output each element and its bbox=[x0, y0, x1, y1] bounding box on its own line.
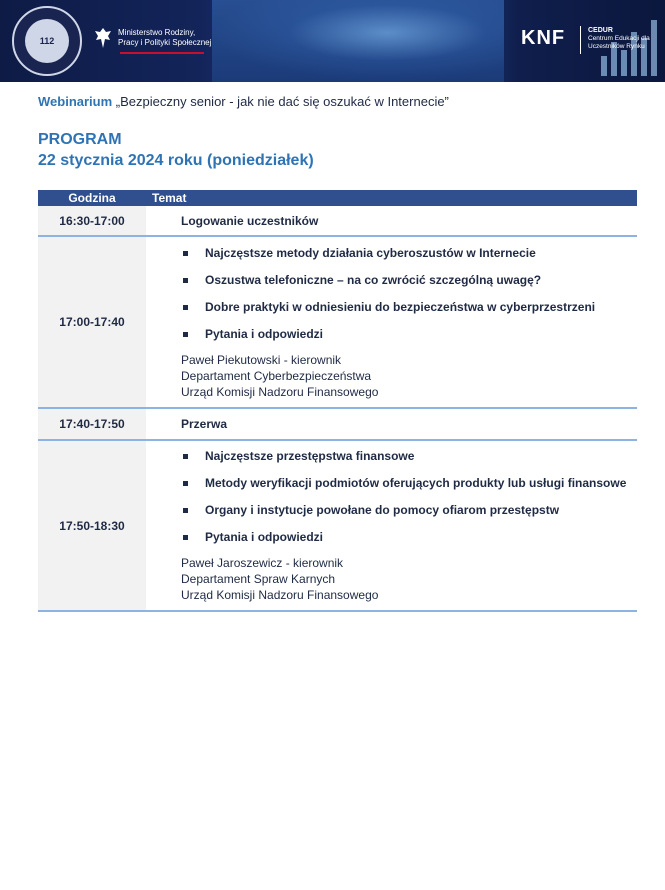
police-badge-icon: 112 bbox=[12, 6, 82, 76]
speaker-name: Paweł Piekutowski - kierownik bbox=[181, 353, 342, 367]
header-time: Godzina bbox=[38, 190, 146, 206]
topic-list bbox=[181, 246, 637, 354]
table-row bbox=[38, 408, 637, 440]
webinar-name: „Bezpieczny senior - jak nie dać się oszukać w Internecie” bbox=[115, 94, 449, 109]
list-item: Oszustwa telefoniczne – na co zwrócić szczególną uwagę? bbox=[181, 273, 637, 300]
header-banner bbox=[0, 0, 665, 82]
webinar-title bbox=[38, 94, 449, 109]
list-item: Metody weryfikacji podmiotów oferujących produkty lub usługi finansowe bbox=[181, 476, 637, 503]
ministry-underline bbox=[120, 52, 204, 54]
header-topic: Temat bbox=[146, 190, 637, 206]
list-item: Najczęstsze metody działania cyberoszustów w Internecie bbox=[181, 246, 637, 273]
ministry-logo bbox=[94, 26, 211, 50]
speaker-name: Paweł Jaroszewicz - kierownik bbox=[181, 556, 344, 570]
cedur-logo-text: CEDUR Centrum Edukacji dla Uczestników Rynku bbox=[588, 27, 650, 50]
table-row bbox=[38, 206, 637, 236]
list-item: Organy i instytucje powołane do pomocy ofiarom przestępstw bbox=[181, 503, 637, 530]
eagle-emblem-icon bbox=[94, 26, 112, 50]
webinar-lead: Webinarium bbox=[38, 94, 113, 109]
list-item: Pytania i odpowiedzi bbox=[181, 327, 637, 354]
speaker-organization: Urząd Komisji Nadzoru Finansowego bbox=[181, 588, 379, 602]
speaker-info bbox=[181, 352, 637, 407]
table-row bbox=[38, 236, 637, 408]
speaker-organization: Urząd Komisji Nadzoru Finansowego bbox=[181, 385, 379, 399]
list-item: Dobre praktyki w odniesieniu do bezpieczeństwa w cyberprzestrzeni bbox=[181, 300, 637, 327]
topic-cell: Logowanie uczestników bbox=[146, 206, 637, 236]
speaker-department: Departament Cyberbezpieczeństwa bbox=[181, 369, 372, 383]
banner-photo bbox=[212, 0, 504, 82]
table-header-row bbox=[38, 190, 637, 206]
program-date: 22 stycznia 2024 roku (poniedziałek) bbox=[38, 152, 314, 169]
agenda-table bbox=[38, 190, 637, 612]
topic-list bbox=[181, 449, 637, 557]
time-cell: 17:00-17:40 bbox=[38, 236, 146, 408]
time-cell: 17:50-18:30 bbox=[38, 440, 146, 611]
topic-cell bbox=[146, 236, 637, 408]
speaker-info bbox=[181, 555, 637, 610]
time-cell: 17:40-17:50 bbox=[38, 408, 146, 440]
time-cell: 16:30-17:00 bbox=[38, 206, 146, 236]
table-row bbox=[38, 440, 637, 611]
program-title: PROGRAM bbox=[38, 131, 122, 148]
logo-divider bbox=[580, 26, 581, 54]
ministry-name: Ministerstwo Rodziny, Pracy i Polityki Społecznej bbox=[118, 28, 212, 47]
speaker-department: Departament Spraw Karnych bbox=[181, 572, 336, 586]
topic-cell: Przerwa bbox=[146, 408, 637, 440]
topic-cell bbox=[146, 440, 637, 611]
knf-logo: KNF bbox=[521, 27, 566, 49]
list-item: Najczęstsze przestępstwa finansowe bbox=[181, 449, 637, 476]
list-item: Pytania i odpowiedzi bbox=[181, 530, 637, 557]
